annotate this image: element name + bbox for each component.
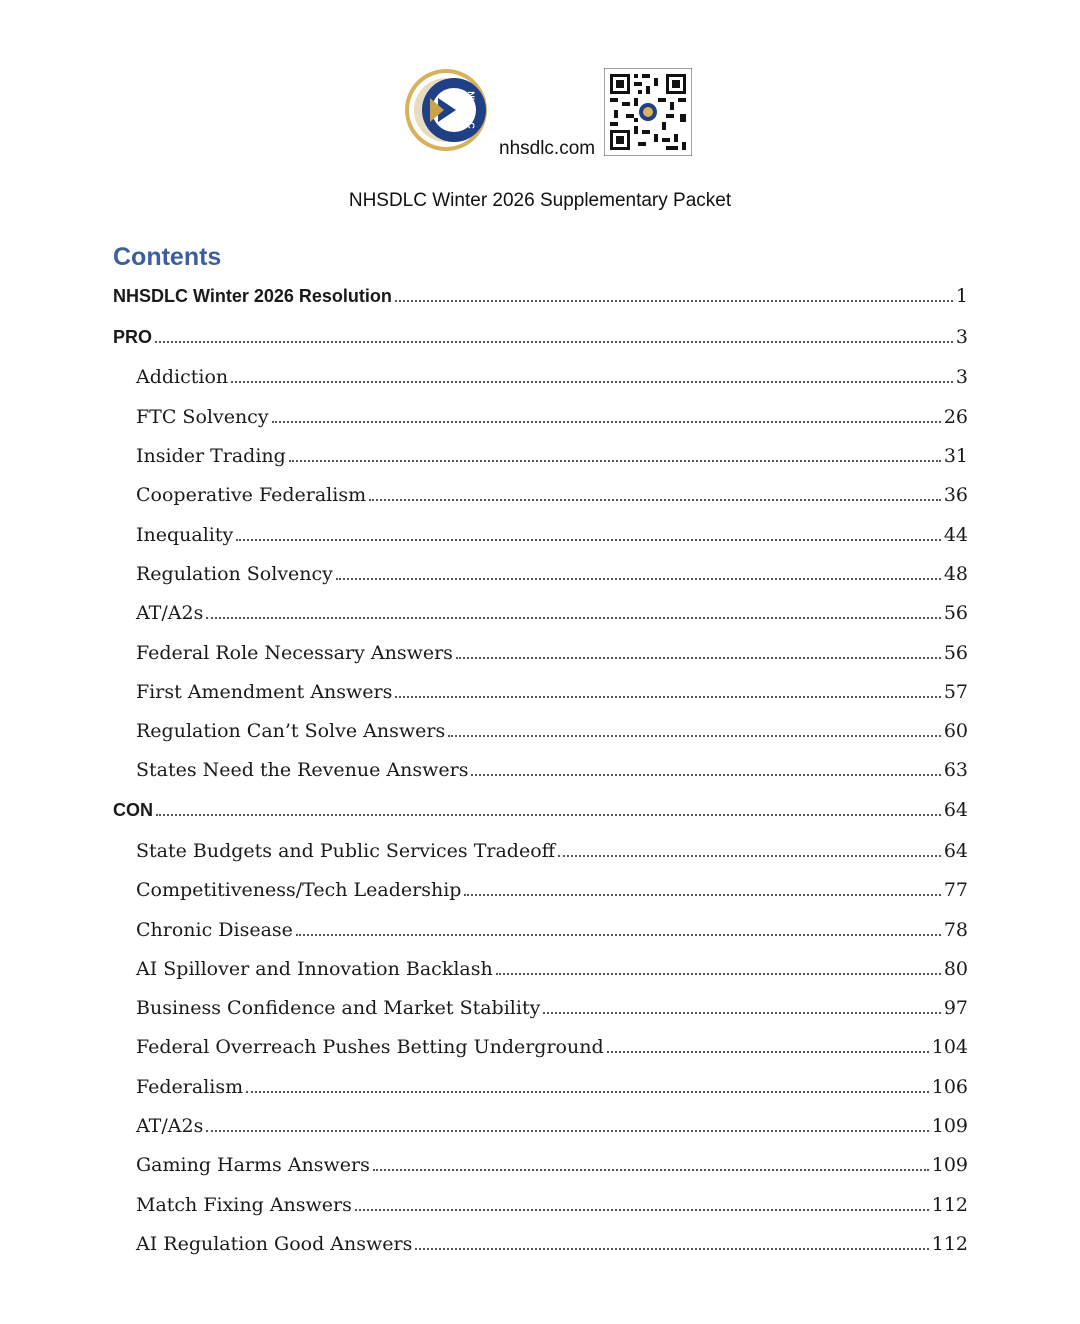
toc-entry[interactable] xyxy=(136,442,968,468)
toc-entry[interactable] xyxy=(136,876,968,902)
toc-entry-page[interactable]: 77 xyxy=(943,879,968,901)
toc-entry-label[interactable]: AT/A2s xyxy=(136,1115,204,1137)
toc-entry[interactable] xyxy=(136,521,968,547)
toc-entry-page[interactable]: 1 xyxy=(955,285,968,307)
toc-entry-label[interactable]: AI Regulation Good Answers xyxy=(136,1233,413,1255)
contents-heading: Contents xyxy=(113,243,222,271)
toc-entry-page[interactable]: 48 xyxy=(943,563,968,585)
toc-entry[interactable] xyxy=(136,1151,968,1177)
toc-entry[interactable] xyxy=(113,323,968,349)
toc-leader-dots xyxy=(289,460,941,462)
packet-title: NHSDLC Winter 2026 Supplementary Packet xyxy=(348,190,732,211)
toc-leader-dots xyxy=(231,381,953,383)
toc-entry-page[interactable]: 64 xyxy=(943,840,968,862)
toc-leader-dots xyxy=(464,894,940,896)
toc-entry-page[interactable]: 3 xyxy=(955,366,968,388)
toc-entry-page[interactable]: 78 xyxy=(943,919,968,941)
toc-entry-label[interactable]: PRO xyxy=(113,327,153,347)
toc-entry-page[interactable]: 57 xyxy=(943,681,968,703)
toc-entry-page[interactable]: 26 xyxy=(943,406,968,428)
toc-entry[interactable] xyxy=(136,1191,968,1217)
toc-leader-dots xyxy=(206,617,940,619)
toc-entry-page[interactable]: 97 xyxy=(943,997,968,1019)
toc-entry[interactable] xyxy=(113,796,968,822)
toc-leader-dots xyxy=(272,421,941,423)
toc-entry[interactable] xyxy=(136,837,968,863)
toc-entry[interactable] xyxy=(136,717,968,743)
toc-entry-label[interactable]: Regulation Solvency xyxy=(136,563,333,585)
toc-leader-dots xyxy=(373,1169,929,1171)
toc-entry[interactable] xyxy=(136,363,968,389)
toc-entry[interactable] xyxy=(136,639,968,665)
toc-entry[interactable] xyxy=(136,1033,968,1059)
toc-leader-dots xyxy=(336,578,941,580)
toc-entry[interactable] xyxy=(136,756,968,782)
toc-entry-label[interactable]: Match Fixing Answers xyxy=(136,1194,352,1216)
toc-entry-label[interactable]: State Budgets and Public Services Tradeoff xyxy=(136,840,556,862)
toc-leader-dots xyxy=(456,657,941,659)
website-url[interactable]: nhsdlc.com xyxy=(499,138,596,159)
toc-leader-dots xyxy=(155,341,953,343)
toc-leader-dots xyxy=(607,1051,929,1053)
toc-leader-dots xyxy=(246,1091,929,1093)
toc-entry-label[interactable]: Gaming Harms Answers xyxy=(136,1154,370,1176)
toc-entry-label[interactable]: Federal Overreach Pushes Betting Underground xyxy=(136,1036,604,1058)
toc-leader-dots xyxy=(395,696,940,698)
logo-text: NHSDLC xyxy=(466,91,476,129)
toc-entry-label[interactable]: AI Spillover and Innovation Backlash xyxy=(136,958,493,980)
toc-entry-page[interactable]: 112 xyxy=(931,1194,968,1216)
toc-entry-label[interactable]: Competitiveness/Tech Leadership xyxy=(136,879,462,901)
toc-entry-label[interactable]: Inequality xyxy=(136,524,234,546)
toc-leader-dots xyxy=(206,1130,928,1132)
toc-entry[interactable] xyxy=(136,1112,968,1138)
toc-entry[interactable] xyxy=(136,994,968,1020)
toc-entry-label[interactable]: Business Confidence and Market Stability xyxy=(136,997,541,1019)
toc-leader-dots xyxy=(395,300,953,302)
toc-entry-label[interactable]: Federal Role Necessary Answers xyxy=(136,642,453,664)
toc-entry[interactable] xyxy=(113,282,968,308)
toc-entry-page[interactable]: 60 xyxy=(943,720,968,742)
toc-entry-label[interactable]: CON xyxy=(113,800,153,820)
toc-leader-dots xyxy=(355,1209,929,1211)
toc-leader-dots xyxy=(236,539,941,541)
toc-entry[interactable] xyxy=(136,560,968,586)
toc-entry-label[interactable]: States Need the Revenue Answers xyxy=(136,759,469,781)
toc-entry-label[interactable]: Insider Trading xyxy=(136,445,286,467)
toc-leader-dots xyxy=(415,1248,928,1250)
toc-leader-dots xyxy=(558,855,941,857)
toc-leader-dots xyxy=(543,1012,941,1014)
toc-entry-page[interactable]: 3 xyxy=(955,326,968,348)
toc-entry-label[interactable]: NHSDLC Winter 2026 Resolution xyxy=(113,286,392,306)
toc-entry[interactable] xyxy=(136,1073,968,1099)
toc-leader-dots xyxy=(448,735,941,737)
toc-entry-page[interactable]: 63 xyxy=(943,759,968,781)
toc-leader-dots xyxy=(296,934,941,936)
toc-leader-dots xyxy=(369,499,941,501)
toc-entry[interactable] xyxy=(136,1230,968,1256)
toc-entry-label[interactable]: Cooperative Federalism xyxy=(136,484,367,506)
toc-entry[interactable] xyxy=(136,916,968,942)
toc-entry[interactable] xyxy=(136,599,968,625)
toc-entry[interactable] xyxy=(136,678,968,704)
toc-leader-dots xyxy=(496,973,941,975)
toc-entry-label[interactable]: AT/A2s xyxy=(136,602,204,624)
toc-entry-label[interactable]: FTC Solvency xyxy=(136,406,269,428)
toc-entry-label[interactable]: First Amendment Answers xyxy=(136,681,393,703)
toc-entry-page[interactable]: 56 xyxy=(943,642,968,664)
toc-entry-page[interactable]: 106 xyxy=(931,1076,968,1098)
toc-entry-page[interactable]: 104 xyxy=(931,1036,968,1058)
toc-entry-page[interactable]: 36 xyxy=(943,484,968,506)
toc-entry-page[interactable]: 64 xyxy=(943,799,968,821)
toc-entry-label[interactable]: Federalism xyxy=(136,1076,244,1098)
toc-entry-page[interactable]: 109 xyxy=(931,1115,968,1137)
toc-leader-dots xyxy=(156,814,941,816)
toc-entry-page[interactable]: 109 xyxy=(931,1154,968,1176)
toc-entry[interactable] xyxy=(136,955,968,981)
toc-entry-page[interactable]: 112 xyxy=(931,1233,968,1255)
toc-entry-page[interactable]: 80 xyxy=(943,958,968,980)
toc-entry[interactable] xyxy=(136,403,968,429)
toc-entry-page[interactable]: 31 xyxy=(943,445,968,467)
toc-entry-label[interactable]: Regulation Can’t Solve Answers xyxy=(136,720,446,742)
toc-entry-label[interactable]: Chronic Disease xyxy=(136,919,293,941)
toc-entry-label[interactable]: Addiction xyxy=(136,366,229,388)
toc-entry-page[interactable]: 44 xyxy=(943,524,968,546)
toc-entry[interactable] xyxy=(136,481,968,507)
toc-leader-dots xyxy=(471,774,940,776)
toc-entry-page[interactable]: 56 xyxy=(943,602,968,624)
